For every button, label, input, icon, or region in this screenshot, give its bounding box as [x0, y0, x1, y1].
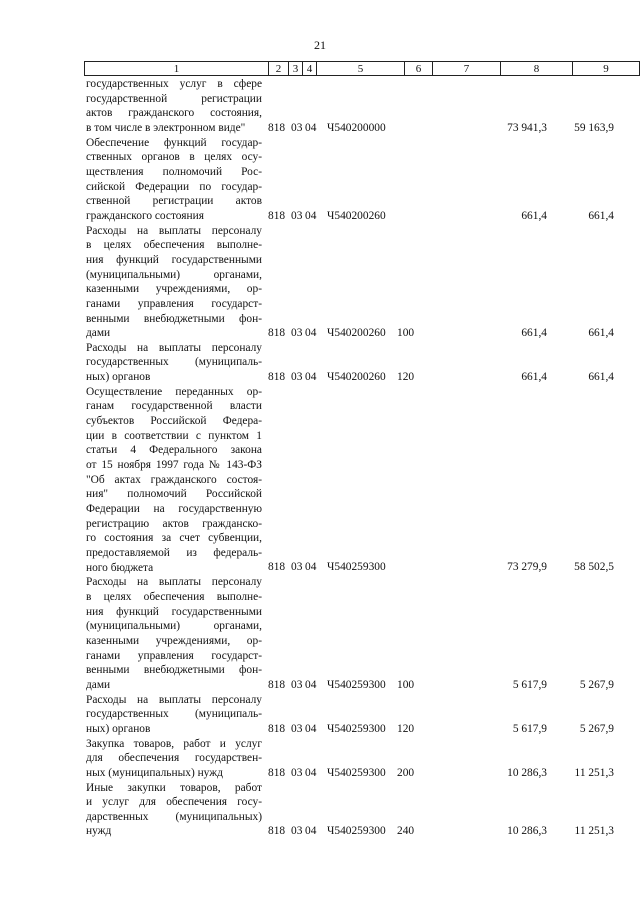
description-line: сийской Федерации по государ-	[86, 180, 262, 193]
cell-expense-type: 100	[397, 326, 415, 339]
description-line: ния функций государственными	[86, 253, 262, 266]
description-line: Федерации на государственную	[86, 503, 262, 516]
cell-amount-col9: 661,4	[588, 370, 614, 383]
column-header-8: 8	[500, 61, 572, 76]
description-line: регистрацию актов гражданско-	[86, 517, 262, 530]
description-line: ного бюджета	[86, 561, 154, 574]
cell-section: 03	[291, 722, 303, 735]
column-header-2: 2	[268, 61, 288, 76]
description-line: ции в соответствии с пунктом 1	[86, 429, 262, 442]
table-row	[0, 693, 640, 737]
description-line: ных) органов	[86, 722, 151, 735]
row-values	[0, 678, 640, 693]
row-values	[0, 121, 640, 136]
description-line: (муниципальными) органами,	[86, 268, 262, 281]
table-row	[0, 781, 640, 840]
description-line: ственной регистрации актов	[86, 195, 262, 208]
cell-expense-type: 120	[397, 722, 415, 735]
cell-section: 03	[291, 678, 303, 691]
cell-section: 03	[291, 209, 303, 222]
cell-target-article: Ч540200260	[327, 370, 386, 383]
description-line: в целях обеспечения выполне-	[86, 239, 262, 252]
cell-grbs: 818	[268, 209, 286, 222]
cell-grbs: 818	[268, 326, 286, 339]
cell-expense-type: 120	[397, 370, 415, 383]
description-line: дами	[86, 327, 111, 340]
description-line: государственной регистрации	[86, 92, 262, 105]
cell-amount-col9: 661,4	[588, 326, 614, 339]
cell-amount-col9: 11 251,3	[574, 825, 614, 838]
description-line: государственных (муниципаль-	[86, 356, 262, 369]
page-number: 21	[314, 38, 326, 52]
cell-amount-col8: 661,4	[521, 326, 547, 339]
description-line: казенными учреждениями, ор-	[86, 634, 262, 647]
cell-section: 03	[291, 326, 303, 339]
row-values	[0, 370, 640, 385]
cell-section: 03	[291, 370, 303, 383]
cell-subsection: 04	[305, 370, 317, 383]
column-header-3: 3	[288, 61, 302, 76]
cell-section: 03	[291, 561, 303, 574]
cell-subsection: 04	[305, 722, 317, 735]
cell-subsection: 04	[305, 121, 317, 134]
row-values	[0, 560, 640, 575]
description-line: от 15 ноября 1997 года № 143-ФЗ	[86, 459, 262, 472]
cell-expense-type: 200	[397, 766, 415, 779]
description-line: ных) органов	[86, 371, 151, 384]
column-header-9: 9	[572, 61, 640, 76]
cell-amount-col9: 5 267,9	[579, 722, 614, 735]
description-line: ния" полномочий Российской	[86, 488, 262, 501]
description-line: ганами управления государст-	[86, 297, 262, 310]
row-description	[86, 575, 262, 692]
description-line: субъектов Российской Федера-	[86, 415, 262, 428]
description-line: гражданского состояния	[86, 209, 204, 222]
description-line: ганам государственной власти	[86, 400, 262, 413]
description-line: ственных органов в целях осу-	[86, 151, 262, 164]
cell-grbs: 818	[268, 121, 286, 134]
table-row	[0, 341, 640, 385]
description-line: в том числе в электронном виде"	[86, 121, 246, 134]
cell-subsection: 04	[305, 825, 317, 838]
cell-amount-col8: 661,4	[521, 209, 547, 222]
cell-expense-type: 240	[397, 825, 415, 838]
description-line: казенными учреждениями, ор-	[86, 283, 262, 296]
cell-amount-col9: 58 502,5	[574, 561, 614, 574]
cell-amount-col8: 5 617,9	[512, 678, 547, 691]
description-line: Закупка товаров, работ и услуг	[86, 737, 262, 750]
description-line: Расходы на выплаты персоналу	[86, 341, 262, 354]
cell-target-article: Ч540259300	[327, 722, 386, 735]
cell-grbs: 818	[268, 825, 286, 838]
table-row	[0, 575, 640, 692]
cell-grbs: 818	[268, 370, 286, 383]
cell-amount-col8: 5 617,9	[512, 722, 547, 735]
table-row	[0, 385, 640, 576]
cell-subsection: 04	[305, 766, 317, 779]
row-values	[0, 824, 640, 839]
description-line: Расходы на выплаты персоналу	[86, 576, 262, 589]
cell-amount-col8: 10 286,3	[507, 766, 547, 779]
cell-grbs: 818	[268, 678, 286, 691]
description-line: ганами управления государст-	[86, 649, 262, 662]
cell-expense-type: 100	[397, 678, 415, 691]
row-values	[0, 326, 640, 341]
column-header-4: 4	[302, 61, 316, 76]
cell-grbs: 818	[268, 766, 286, 779]
table-body	[0, 77, 640, 839]
cell-amount-col8: 73 279,9	[507, 561, 547, 574]
row-values	[0, 722, 640, 737]
cell-amount-col9: 661,4	[588, 209, 614, 222]
cell-target-article: Ч540200260	[327, 209, 386, 222]
cell-section: 03	[291, 766, 303, 779]
cell-target-article: Ч540259300	[327, 825, 386, 838]
cell-amount-col8: 10 286,3	[507, 825, 547, 838]
description-line: Осуществление переданных ор-	[86, 385, 262, 398]
cell-section: 03	[291, 825, 303, 838]
description-line: Обеспечение функций государ-	[86, 136, 262, 149]
cell-amount-col9: 11 251,3	[574, 766, 614, 779]
description-line: "Об актах гражданского состоя-	[86, 473, 262, 486]
cell-target-article: Ч540200260	[327, 326, 386, 339]
description-line: предоставляемой из федераль-	[86, 547, 262, 559]
description-line: для обеспечения государствен-	[86, 752, 262, 765]
table-row	[0, 224, 640, 341]
cell-subsection: 04	[305, 209, 317, 222]
cell-grbs: 818	[268, 722, 286, 735]
row-values	[0, 209, 640, 224]
description-line: дарственных (муниципальных)	[86, 810, 262, 823]
column-header-1: 1	[84, 61, 268, 76]
description-line: Расходы на выплаты персоналу	[86, 224, 262, 237]
table-row	[0, 77, 640, 136]
description-line: в целях обеспечения выполне-	[86, 590, 262, 603]
description-line: ния функций государственными	[86, 605, 262, 618]
description-line: Иные закупки товаров, работ	[86, 781, 262, 794]
description-line: (муниципальными) органами,	[86, 620, 262, 633]
cell-amount-col9: 59 163,9	[574, 121, 614, 134]
description-line: венными внебюджетными фон-	[86, 312, 262, 325]
description-line: ществления полномочий Рос-	[86, 165, 262, 178]
description-line: нужд	[86, 825, 112, 838]
description-line: ных (муниципальных) нужд	[86, 766, 223, 779]
description-line: венными внебюджетными фон-	[86, 664, 262, 677]
cell-amount-col8: 73 941,3	[507, 121, 547, 134]
cell-target-article: Ч540259300	[327, 678, 386, 691]
table-header	[84, 61, 640, 76]
column-header-5: 5	[316, 61, 404, 76]
column-header-7: 7	[432, 61, 500, 76]
cell-amount-col9: 5 267,9	[579, 678, 614, 691]
cell-target-article: Ч540259300	[327, 561, 386, 574]
description-line: и услуг для обеспечения госу-	[86, 796, 262, 809]
description-line: государственных (муниципаль-	[86, 708, 262, 721]
cell-target-article: Ч540200000	[327, 121, 386, 134]
cell-target-article: Ч540259300	[327, 766, 386, 779]
row-description	[86, 385, 262, 576]
table-row	[0, 737, 640, 781]
description-line: актов гражданского состояния,	[86, 107, 262, 120]
cell-subsection: 04	[305, 326, 317, 339]
description-line: государственных услуг в сфере	[86, 78, 262, 90]
cell-subsection: 04	[305, 678, 317, 691]
cell-amount-col8: 661,4	[521, 370, 547, 383]
description-line: Расходы на выплаты персоналу	[86, 693, 262, 706]
cell-subsection: 04	[305, 561, 317, 574]
cell-section: 03	[291, 121, 303, 134]
description-line: дами	[86, 678, 111, 691]
table-row	[0, 136, 640, 224]
description-line: го состояния за счет субвенции,	[86, 532, 262, 545]
row-description	[86, 224, 262, 341]
column-header-6: 6	[404, 61, 432, 76]
row-values	[0, 766, 640, 781]
description-line: статьи 4 Федерального закона	[86, 444, 262, 457]
cell-grbs: 818	[268, 561, 286, 574]
